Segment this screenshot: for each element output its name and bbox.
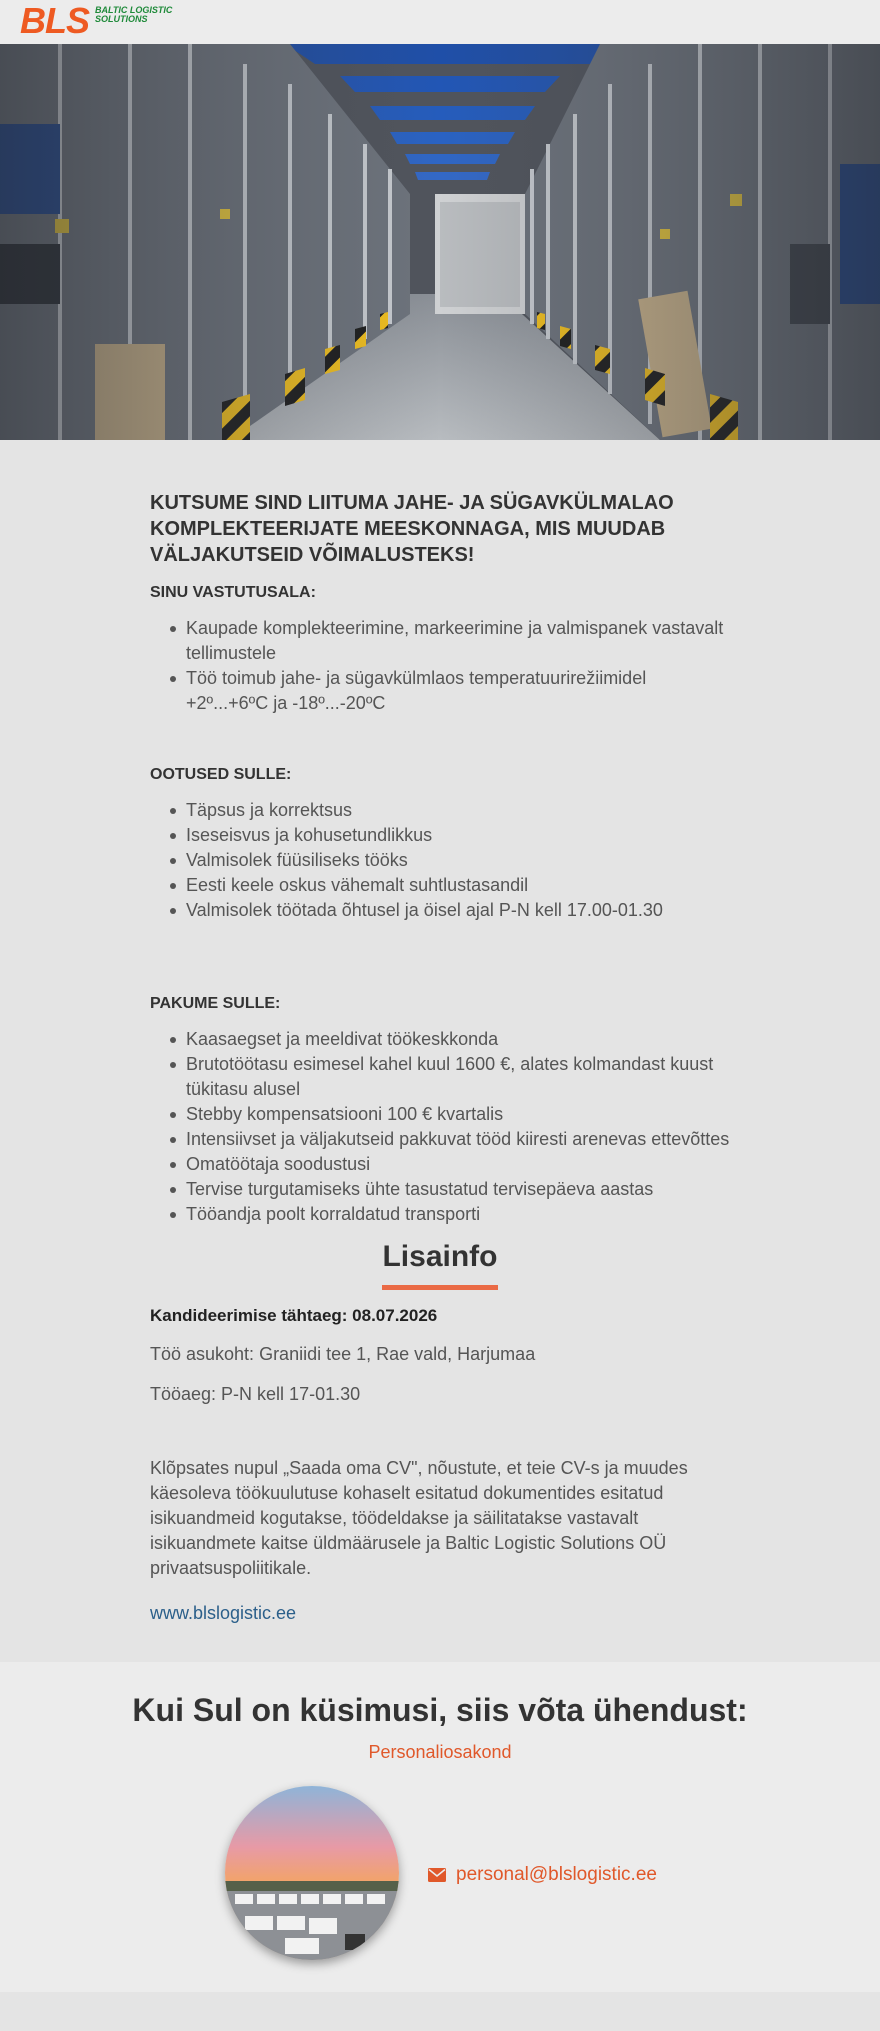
work-location: Töö asukoht: Graniidi tee 1, Rae vald, Harjumaa <box>150 1344 536 1364</box>
list-item: Intensiivset ja väljakutseid pakkuvat tööd kiiresti arenevas ettevõttes <box>186 1127 730 1152</box>
list-item: Valmisolek töötada õhtusel ja öisel ajal P-N kell 17.00-01.30 <box>186 898 730 923</box>
contact-section <box>0 1662 880 1992</box>
offer-list <box>150 1027 730 1227</box>
truck-fleet-photo <box>225 1786 399 1960</box>
job-title: KUTSUME SIND LIITUMA JAHE- JA SÜGAVKÜLMALAO KOMPLEKTEERIJATE MEESKONNAGA, MIS MUUDAB VÄLJAKUTSEID VÕIMALUSTEKS! <box>150 492 674 566</box>
list-item: Töö toimub jahe- ja sügavkülmlaos temperatuurirežiimidel +2º...+6ºC ja -18º...-20ºC <box>186 666 730 716</box>
company-website-link[interactable]: www.blslogistic.ee <box>150 1603 297 1623</box>
additional-info-heading: Lisainfo <box>382 1237 497 1290</box>
list-item: Eesti keele oskus vähemalt suhtlustasandil <box>186 873 730 898</box>
expectations-list <box>150 798 730 923</box>
list-item: Tööandja poolt korraldatud transporti <box>186 1202 730 1227</box>
responsibilities-list <box>150 616 730 716</box>
section-heading-offer: PAKUME SULLE: <box>150 995 281 1012</box>
contact-title: Kui Sul on küsimusi, siis võta ühendust: <box>132 1692 748 1728</box>
logo-mark: BLS <box>20 0 89 41</box>
top-bar <box>0 0 880 44</box>
envelope-icon <box>428 1868 446 1882</box>
application-deadline: Kandideerimise tähtaeg: 08.07.2026 <box>150 1306 438 1325</box>
list-item: Omatöötaja soodustusi <box>186 1152 730 1177</box>
list-item: Stebby kompensatsiooni 100 € kvartalis <box>186 1102 730 1127</box>
bls-logo[interactable] <box>20 0 173 41</box>
list-item: Iseseisvus ja kohusetundlikkus <box>186 823 730 848</box>
list-item: Valmisolek füüsiliseks tööks <box>186 848 730 873</box>
logo-text: BALTIC LOGISTIC SOLUTIONS <box>95 5 173 24</box>
job-description <box>0 490 880 1624</box>
contact-department: Personaliosakond <box>368 1742 512 1762</box>
section-heading-expectations: OOTUSED SULLE: <box>150 766 292 783</box>
list-item: Brutotöötasu esimesel kahel kuul 1600 €, alates kolmandast kuust tükitasu alusel <box>186 1052 730 1102</box>
list-item: Kaupade komplekteerimine, markeerimine ja valmispanek vastavalt tellimustele <box>186 616 730 666</box>
working-hours: Tööaeg: P-N kell 17-01.30 <box>150 1384 361 1404</box>
list-item: Kaasaegset ja meeldivat töökeskkonda <box>186 1027 730 1052</box>
hero-warehouse-image <box>0 44 880 440</box>
privacy-notice: Klõpsates nupul „Saada oma CV", nõustute, et teie CV-s ja muudes käesoleva töökuulutuse kohaselt esitatud dokumentides esitatud isikuandmeid kogutakse, töödeldakse ja säilitatakse vastavalt isikuandmete kaitse üldmäärusele ja Baltic Logistic Solutions OÜ privaatsuspoliitikale. <box>150 1458 688 1578</box>
contact-email-link[interactable]: personal@blslogistic.ee <box>456 1864 657 1885</box>
list-item: Täpsus ja korrektsus <box>186 798 730 823</box>
warehouse-aisle-illustration <box>0 44 880 440</box>
contact-photo <box>225 1786 399 1960</box>
section-heading-responsibilities: SINU VASTUTUSALA: <box>150 584 316 601</box>
contact-email-row <box>428 1864 657 1886</box>
list-item: Tervise turgutamiseks ühte tasustatud tervisepäeva aastas <box>186 1177 730 1202</box>
